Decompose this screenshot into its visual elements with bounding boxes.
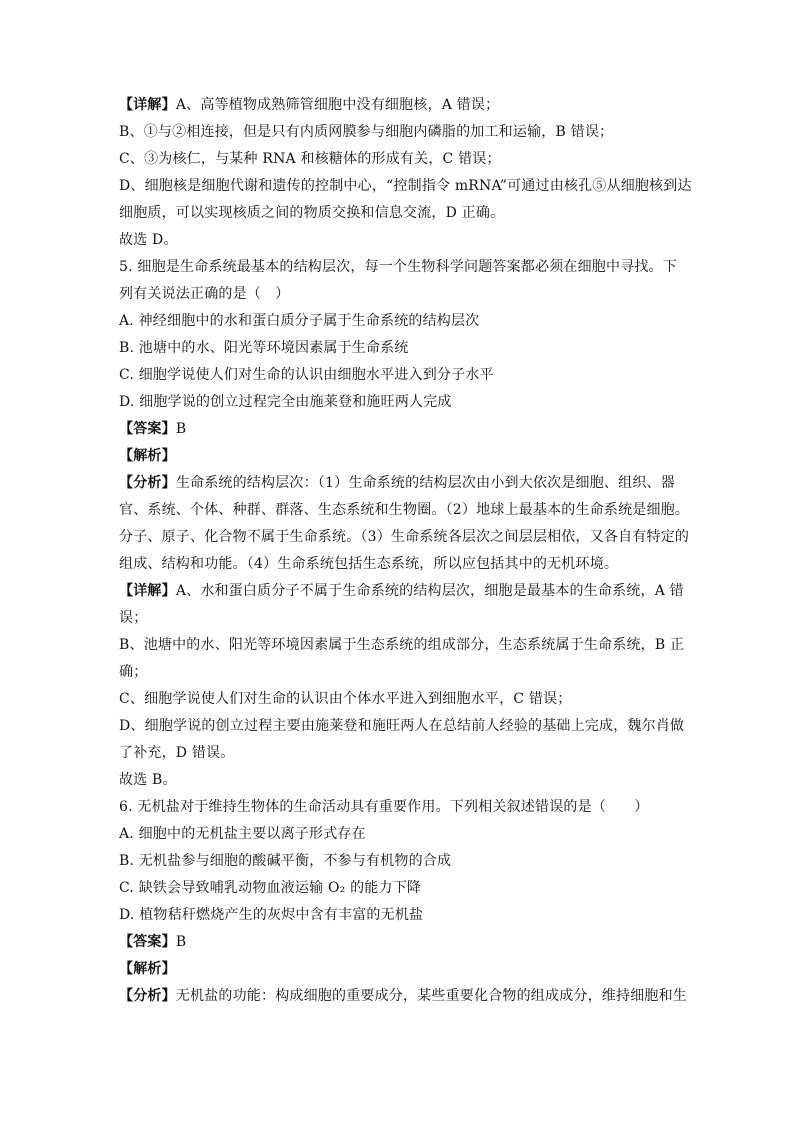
text-line xyxy=(119,227,681,254)
text-line xyxy=(119,146,681,173)
line-text: 列有关说法正确的是（ ） xyxy=(119,286,290,302)
question-line xyxy=(119,794,681,821)
section-tag: 【答案】 xyxy=(119,934,176,950)
line-text: C、细胞学说使人们对生命的认识由个体水平进入到细胞水平，C 错误； xyxy=(119,691,572,707)
line-text: C. 细胞学说使人们对生命的认识由细胞水平进入到分子水平 xyxy=(119,367,494,383)
line-text: C. 缺铁会导致哺乳动物血液运输 O₂ 的能力下降 xyxy=(119,880,422,896)
text-line xyxy=(119,497,690,524)
section-tag: 【分析】 xyxy=(119,988,176,1004)
line-text: 误； xyxy=(119,610,148,626)
line-text: A、高等植物成熟筛管细胞中没有细胞核，A 错误； xyxy=(175,97,500,113)
text-line xyxy=(119,470,681,497)
line-text: 6. 无机盐对于维持生物体的生命活动具有重要作用。下列相关叙述错误的是（ ） xyxy=(119,799,649,815)
section-tag: 【答案】 xyxy=(119,421,176,437)
text-line xyxy=(119,713,685,740)
section-tag: 【解析】 xyxy=(119,448,176,464)
question-line xyxy=(119,254,681,281)
line-text: D、细胞核是细胞代谢和遗传的控制中心，“控制指令 mRNA”可通过由核孔⑤从细胞核到达 xyxy=(119,178,692,194)
line-text: B. 池塘中的水、阳光等环境因素属于生命系统 xyxy=(119,340,409,356)
line-text: B xyxy=(175,934,187,950)
line-text: 故选 B。 xyxy=(119,772,177,788)
option-c xyxy=(119,875,681,902)
line-text: A. 神经细胞中的水和蛋白质分子属于生命系统的结构层次 xyxy=(119,313,480,329)
text-line xyxy=(119,524,690,551)
option-c xyxy=(119,362,681,389)
line-text: 细胞质，可以实现核质之间的物质交换和信息交流，D 正确。 xyxy=(119,205,505,221)
option-d xyxy=(119,389,681,416)
text-line xyxy=(119,659,681,686)
analysis-heading xyxy=(119,443,681,470)
line-text: 故选 D。 xyxy=(119,232,178,248)
option-b xyxy=(119,848,681,875)
section-tag: 【分析】 xyxy=(119,475,176,491)
text-line xyxy=(119,173,692,200)
line-text: 分子、原子、化合物不属于生命系统。（3）生命系统各层次之间层层相依，又各自有特定的 xyxy=(119,529,690,545)
line-text: D、细胞学说的创立过程主要由施莱登和施旺两人在总结前人经验的基础上完成，魏尔肖做 xyxy=(119,718,685,734)
text-line xyxy=(119,767,681,794)
line-text: C、③为核仁，与某种 RNA 和核糖体的形成有关，C 错误； xyxy=(119,151,501,167)
option-a xyxy=(119,821,681,848)
line-text: 官、系统、个体、种群、群落、生态系统和生物圈。（2）地球上最基本的生命系统是细胞。 xyxy=(119,502,690,518)
line-text: B、池塘中的水、阳光等环境因素属于生态系统的组成部分，生态系统属于生命系统，B 正 xyxy=(119,637,685,653)
line-text: 无机盐的功能：构成细胞的重要成分，某些重要化合物的组成成分，维持细胞和生 xyxy=(175,988,688,1004)
text-line xyxy=(119,119,681,146)
line-text: 组成、结构和功能。（4）生命系统包括生态系统，所以应包括其中的无机环境。 xyxy=(119,556,619,572)
option-d xyxy=(119,902,681,929)
analysis-heading xyxy=(119,956,681,983)
document-body xyxy=(119,92,692,1010)
line-text: D. 细胞学说的创立过程完全由施莱登和施旺两人完成 xyxy=(119,394,452,410)
text-line xyxy=(119,200,681,227)
option-b xyxy=(119,335,681,362)
question-line xyxy=(119,281,681,308)
line-text: A、水和蛋白质分子不属于生命系统的结构层次，细胞是最基本的生命系统，A 错 xyxy=(175,583,684,599)
line-text: 确； xyxy=(119,664,148,680)
section-tag: 【解析】 xyxy=(119,961,176,977)
line-text: B、①与②相连接，但是只有内质网膜参与细胞内磷脂的加工和运输，B 错误； xyxy=(119,124,614,140)
answer-line xyxy=(119,929,681,956)
line-text: D. 植物秸秆燃烧产生的灰烬中含有丰富的无机盐 xyxy=(119,907,424,923)
line-text: B. 无机盐参与细胞的酸碱平衡，不参与有机物的合成 xyxy=(119,853,452,869)
text-line xyxy=(119,92,681,119)
text-line xyxy=(119,605,681,632)
text-line xyxy=(119,686,681,713)
line-text: 了补充，D 错误。 xyxy=(119,745,235,761)
section-tag: 【详解】 xyxy=(119,97,176,113)
section-tag: 【详解】 xyxy=(119,583,176,599)
text-line xyxy=(119,740,681,767)
text-line xyxy=(119,983,688,1010)
text-line xyxy=(119,632,685,659)
text-line xyxy=(119,578,684,605)
answer-line xyxy=(119,416,681,443)
line-text: B xyxy=(175,421,187,437)
text-line xyxy=(119,551,681,578)
option-a xyxy=(119,308,681,335)
line-text: 5. 细胞是生命系统最基本的结构层次，每一个生物科学问题答案都必须在细胞中寻找。下 xyxy=(119,259,678,275)
line-text: 生命系统的结构层次：（1）生命系统的结构层次由小到大依次是细胞、组织、器 xyxy=(175,475,675,491)
line-text: A. 细胞中的无机盐主要以离子形式存在 xyxy=(119,826,366,842)
